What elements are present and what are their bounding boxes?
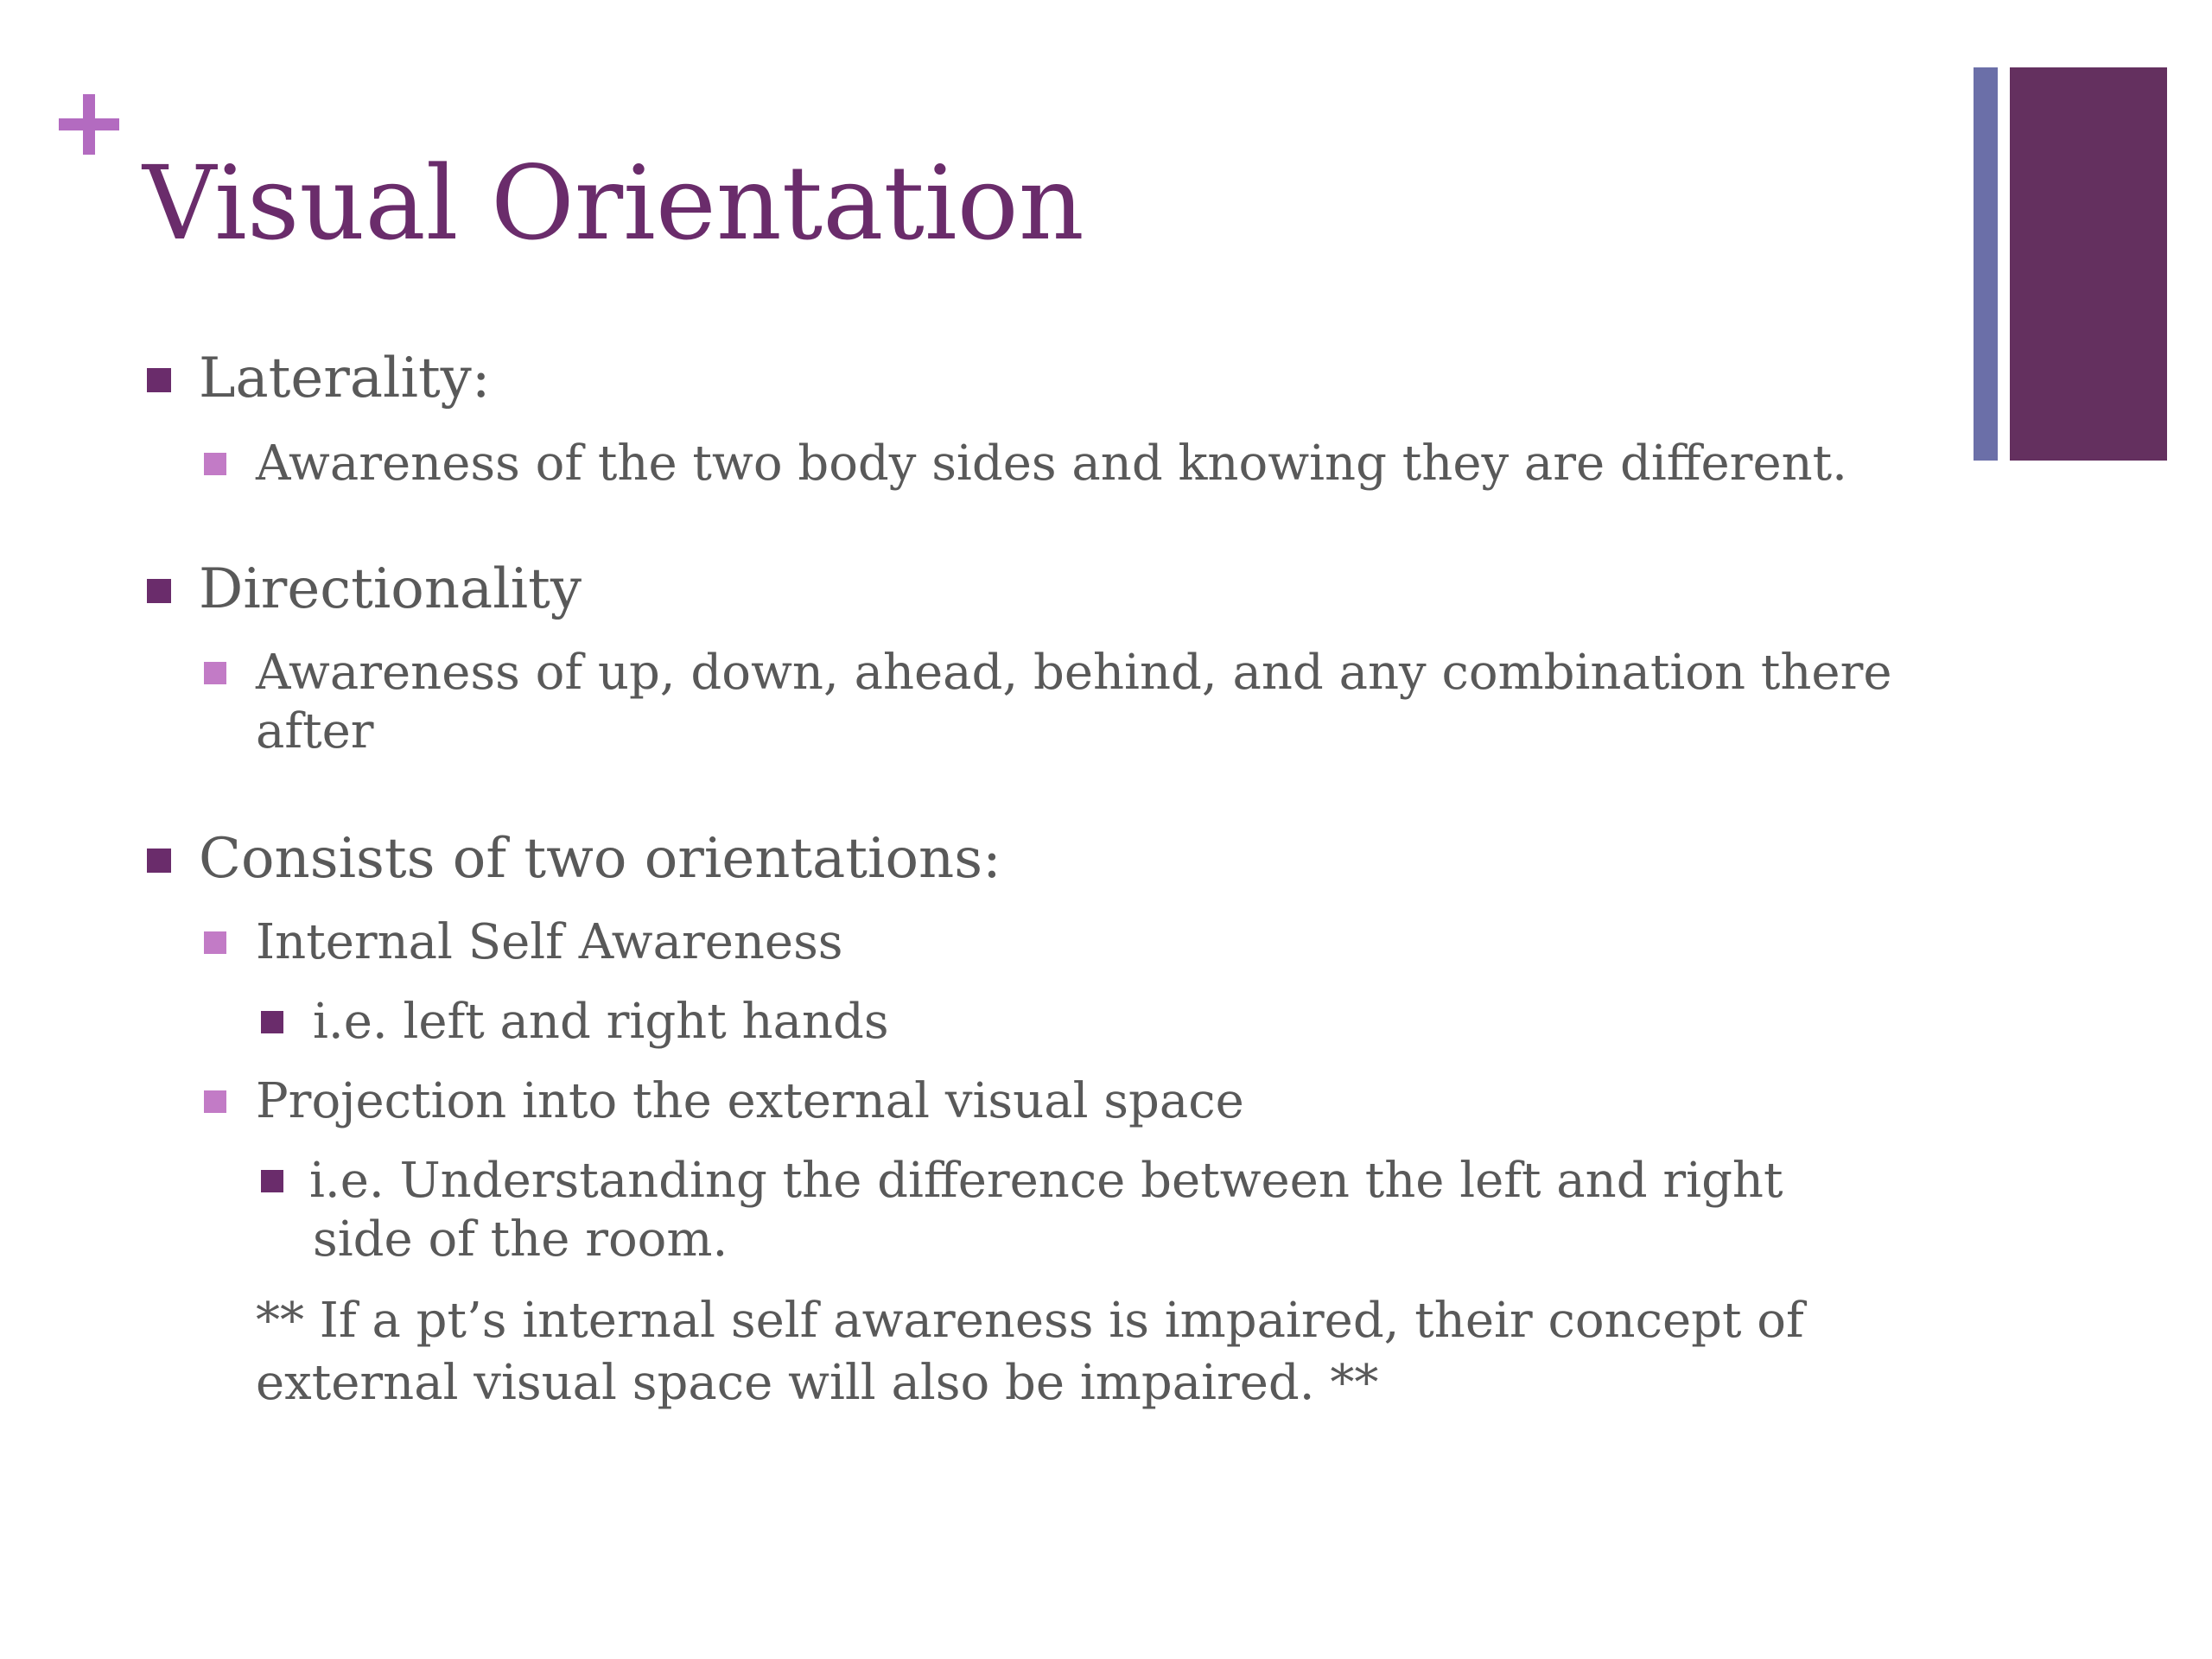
list-item-label-line2: side of the room. — [313, 1211, 728, 1268]
square-bullet-icon — [204, 931, 226, 954]
note-line1: ** If a pt’s internal self awareness is impaired, their concept of — [256, 1293, 1804, 1349]
list-item-label: Awareness of the two body sides and knowing they are different. — [256, 435, 1847, 492]
slide-title: Visual Orientation — [143, 143, 1084, 263]
list-item-label-line1: i.e. Understanding the difference between the left and right — [309, 1153, 1783, 1209]
list-item-label: Projection into the external visual space — [256, 1073, 1244, 1129]
list-item-label-line2: after — [256, 703, 374, 760]
square-bullet-icon — [147, 368, 171, 392]
square-bullet-icon — [261, 1170, 283, 1192]
decorative-thick-bar — [2010, 67, 2167, 461]
decorative-thin-bar — [1974, 67, 1998, 461]
square-bullet-icon — [147, 849, 171, 873]
list-item-label: Directionality — [199, 557, 582, 621]
plus-icon — [55, 91, 123, 158]
square-bullet-icon — [147, 579, 171, 603]
square-bullet-icon — [261, 1011, 283, 1033]
list-item-label: Laterality: — [199, 346, 491, 410]
list-item-label: Internal Self Awareness — [256, 914, 843, 970]
square-bullet-icon — [204, 453, 226, 475]
list-item-label-line1: Awareness of up, down, ahead, behind, and any combination there — [256, 645, 1892, 701]
square-bullet-icon — [204, 1090, 226, 1113]
square-bullet-icon — [204, 662, 226, 684]
list-item-label: Consists of two orientations: — [199, 827, 1001, 891]
note-line2: external visual space will also be impaired. ** — [256, 1355, 1379, 1411]
list-item-label: i.e. left and right hands — [313, 994, 889, 1050]
